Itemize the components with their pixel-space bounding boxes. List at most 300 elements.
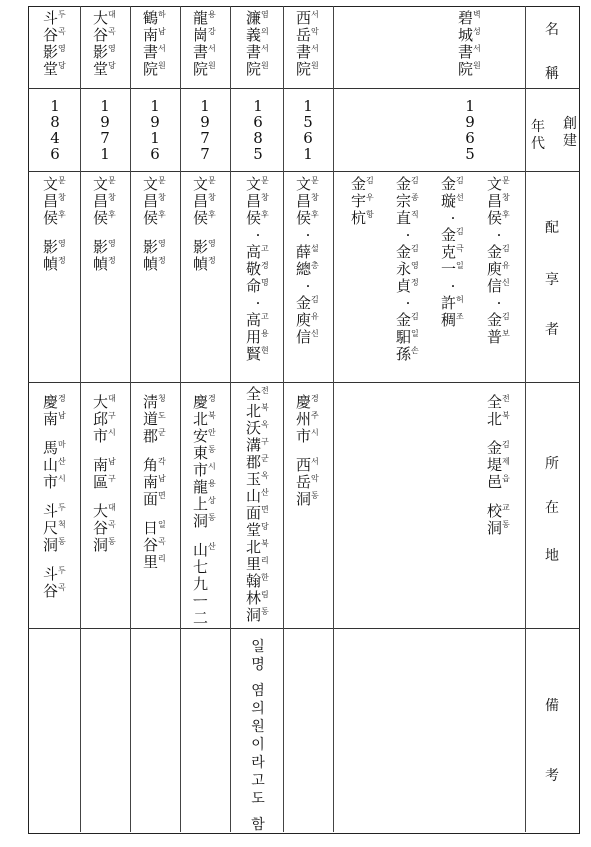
hangul-reading: 용 — [208, 479, 216, 488]
hanja-char: 龍 — [192, 9, 208, 27]
hanja-char: 璇 — [440, 192, 456, 210]
glyph — [43, 537, 67, 554]
enshrined-list — [193, 176, 217, 273]
glyph — [296, 27, 320, 44]
hanja-char: 崗 — [192, 26, 208, 44]
hanja-char: 翰 — [245, 572, 261, 590]
hanja-char: 書 — [142, 43, 158, 61]
hanja-char: 昌 — [486, 192, 502, 210]
hangul-reading: 대 — [108, 394, 116, 403]
glyph — [441, 312, 465, 329]
hanja-char: 市 — [42, 473, 58, 491]
enshrined-list — [351, 176, 375, 227]
glyph — [143, 394, 167, 411]
hanja-char: 九 — [192, 575, 208, 593]
glyph — [93, 61, 117, 78]
hangul-reading: 리 — [158, 554, 166, 563]
location-list — [193, 394, 217, 627]
glyph — [143, 411, 167, 428]
hanja-char: 溝 — [245, 436, 261, 454]
name-entry — [487, 312, 511, 346]
glyph — [487, 329, 511, 346]
header-name-1: 名 — [545, 22, 559, 38]
hanja-char: 谷 — [92, 519, 108, 537]
name-entry — [296, 394, 320, 445]
hanja-char: 堂 — [42, 60, 58, 78]
hanja-char: 杭 — [350, 209, 366, 227]
hanja-char: 侯 — [486, 209, 502, 227]
year-value: 1 9 7 1 — [100, 97, 110, 163]
location-list — [43, 394, 67, 600]
hanja-char: 幀 — [42, 255, 58, 273]
hanja-char: 義 — [245, 26, 261, 44]
enshrined-main — [487, 176, 511, 346]
hangul-reading: 우 — [366, 193, 374, 202]
hangul-reading: 유 — [502, 261, 510, 270]
name-entry — [296, 10, 320, 78]
glyph — [246, 329, 270, 346]
glyph — [396, 210, 420, 227]
glyph — [246, 556, 270, 573]
hanja-char: 直 — [395, 209, 411, 227]
hanja-char: 馹 — [395, 328, 411, 346]
hanja-char: 書 — [245, 43, 261, 61]
hanja-char: 侯 — [295, 209, 311, 227]
hangul-reading: 종 — [411, 193, 419, 202]
glyph — [296, 491, 320, 508]
hangul-reading: 정 — [208, 256, 216, 265]
hangul-reading: 구 — [108, 411, 116, 420]
header-year-a1: 創 — [563, 116, 577, 132]
header-name-2: 稱 — [545, 66, 559, 82]
hangul-reading: 벽 — [473, 10, 481, 19]
hangul-reading: 영 — [108, 44, 116, 53]
name-entry — [246, 312, 270, 363]
hanja-char: 影 — [92, 43, 108, 61]
glyph — [487, 457, 511, 474]
glyph — [193, 61, 217, 78]
hanja-char: 洞 — [245, 606, 261, 624]
cell-name-dugok — [30, 10, 80, 84]
hangul-reading: 원 — [311, 61, 319, 70]
hangul-reading: 북 — [208, 411, 216, 420]
hanja-char: 鶴 — [142, 9, 158, 27]
hangul-reading: 정 — [108, 256, 116, 265]
hangul-reading: 당 — [261, 522, 269, 531]
hangul-reading: 청 — [158, 394, 166, 403]
glyph — [143, 176, 167, 193]
hanja-char: 幀 — [192, 255, 208, 273]
hangul-reading: 하 — [158, 10, 166, 19]
hangul-reading: 김 — [411, 312, 419, 321]
name-entry — [296, 244, 320, 278]
hangul-reading: 림 — [261, 590, 269, 599]
hangul-reading: 남 — [158, 474, 166, 483]
glyph — [246, 210, 270, 227]
hangul-reading: 창 — [502, 193, 510, 202]
hanja-char: 幀 — [92, 255, 108, 273]
glyph — [441, 261, 465, 278]
hangul-reading: 정 — [411, 278, 419, 287]
glyph — [396, 261, 420, 278]
cell-name-hakam — [130, 10, 180, 84]
glyph — [43, 394, 67, 411]
glyph — [396, 312, 420, 329]
cell-enshrined-extra — [385, 176, 431, 378]
glyph — [193, 256, 217, 273]
glyph — [246, 261, 270, 278]
glyph — [441, 227, 465, 244]
cell-enshrined-daegok — [80, 176, 130, 378]
header-enshrined-1: 配 — [545, 220, 559, 236]
hangul-reading: 경 — [261, 261, 269, 270]
glyph — [193, 576, 217, 593]
glyph — [193, 542, 217, 559]
hangul-reading: 문 — [158, 176, 166, 185]
name-entry — [193, 394, 217, 530]
header-remarks-2: 考 — [545, 768, 559, 784]
glyph — [487, 244, 511, 261]
name-entry — [246, 386, 270, 624]
hangul-reading: 문 — [108, 176, 116, 185]
glyph — [143, 457, 167, 474]
glyph — [246, 176, 270, 193]
hanja-char: 堤 — [486, 456, 502, 474]
glyph — [246, 437, 270, 454]
hangul-reading: 의 — [261, 27, 269, 36]
glyph — [246, 27, 270, 44]
hangul-reading: 김 — [456, 227, 464, 236]
hanja-char: 命 — [245, 277, 261, 295]
hanja-char: 北 — [245, 402, 261, 420]
row-divider — [28, 382, 580, 383]
hanja-char: 普 — [486, 328, 502, 346]
hangul-reading: 당 — [58, 61, 66, 70]
glyph — [143, 474, 167, 491]
glyph — [143, 537, 167, 554]
hanja-char: 全 — [486, 393, 502, 411]
remark-char: 원 — [251, 719, 265, 735]
separator-dot: · — [305, 226, 311, 244]
hanja-char: 山 — [192, 541, 208, 559]
hangul-reading: 마 — [58, 440, 66, 449]
header-year-b1: 年 — [531, 119, 545, 135]
hangul-reading: 강 — [208, 27, 216, 36]
hangul-reading: 두 — [58, 566, 66, 575]
hangul-reading: 동 — [261, 607, 269, 616]
hanja-char: 大 — [92, 393, 108, 411]
hanja-char: 文 — [245, 175, 261, 193]
name-entry — [487, 244, 511, 295]
hanja-char: 金 — [440, 175, 456, 193]
hangul-reading: 주 — [311, 411, 319, 420]
name-entry — [396, 312, 420, 363]
hangul-reading: 김 — [502, 312, 510, 321]
hangul-reading: 산 — [208, 542, 216, 551]
hangul-reading: 구 — [261, 437, 269, 446]
remark-space — [256, 808, 260, 816]
hanja-char: 七 — [192, 558, 208, 576]
hangul-reading: 김 — [411, 176, 419, 185]
hangul-reading: 시 — [108, 428, 116, 437]
hanja-char: 斗 — [42, 502, 58, 520]
hangul-reading: 창 — [108, 193, 116, 202]
glyph — [351, 176, 375, 193]
hangul-reading: 용 — [208, 10, 216, 19]
enshrined-list — [246, 176, 270, 363]
hanja-char: 洞 — [295, 490, 311, 508]
hangul-reading: 군 — [158, 428, 166, 437]
glyph — [487, 520, 511, 537]
glyph — [43, 256, 67, 273]
glyph — [246, 607, 270, 624]
hanja-char: 濂 — [245, 9, 261, 27]
glyph — [193, 496, 217, 513]
remark-char: 염 — [251, 683, 265, 699]
name-entry — [458, 10, 482, 78]
glyph — [487, 474, 511, 491]
glyph — [93, 474, 117, 491]
hangul-reading: 영 — [208, 239, 216, 248]
hanja-char: 里 — [142, 553, 158, 571]
year-value: 1 6 8 5 — [253, 97, 263, 163]
hanja-char: 西 — [295, 9, 311, 27]
hangul-reading: 서 — [311, 44, 319, 53]
name-entry — [93, 10, 117, 78]
glyph — [487, 411, 511, 428]
cell-year-seoak — [283, 98, 333, 172]
hanja-char: 全 — [245, 385, 261, 403]
name-entry — [143, 520, 167, 571]
hanja-char: 上 — [192, 495, 208, 513]
glyph — [458, 44, 482, 61]
hanja-char: 侯 — [192, 209, 208, 227]
hanja-char: 侯 — [92, 209, 108, 227]
glyph — [143, 27, 167, 44]
hanja-char: 慶 — [192, 393, 208, 411]
hanja-char: 書 — [192, 43, 208, 61]
cell-name-daegok — [80, 10, 130, 84]
hanja-char: 南 — [142, 26, 158, 44]
cell-enshrined-byeokseong — [475, 176, 523, 378]
enshrined-list — [93, 176, 117, 273]
hanja-char: 谷 — [42, 582, 58, 600]
hangul-reading: 후 — [502, 210, 510, 219]
hanja-char: 市 — [92, 427, 108, 445]
glyph — [246, 386, 270, 403]
hanja-char: 昌 — [92, 192, 108, 210]
hangul-reading: 원 — [208, 61, 216, 70]
col-divider — [230, 6, 231, 832]
hanja-char: 高 — [245, 243, 261, 261]
hanja-char: 文 — [42, 175, 58, 193]
hangul-reading: 동 — [108, 537, 116, 546]
cell-enshrined-yeomui — [233, 176, 283, 378]
hangul-reading: 김 — [411, 244, 419, 253]
glyph — [93, 27, 117, 44]
row-divider — [28, 88, 580, 89]
remark-char: 도 — [251, 791, 265, 807]
glyph — [246, 312, 270, 329]
hanja-char: 一 — [440, 260, 456, 278]
glyph — [246, 346, 270, 363]
hangul-reading: 유 — [311, 312, 319, 321]
cell-location-yeomui — [233, 386, 283, 622]
hangul-reading: 동 — [58, 537, 66, 546]
cell-year-yeomui — [233, 98, 283, 172]
hangul-reading: 면 — [261, 505, 269, 514]
hanja-char: 市 — [295, 427, 311, 445]
name-entry — [93, 176, 117, 227]
hangul-reading: 시 — [311, 428, 319, 437]
hanja-char: 南 — [42, 410, 58, 428]
cell-enshrined-extra — [340, 176, 386, 378]
hanja-char: 州 — [295, 410, 311, 428]
cell-enshrined-dugok — [30, 176, 80, 378]
hangul-reading: 창 — [261, 193, 269, 202]
enshrined-list — [143, 176, 167, 273]
name-entry — [396, 244, 420, 295]
hanja-char: 敬 — [245, 260, 261, 278]
header-enshrined-2: 享 — [545, 272, 559, 288]
hanja-char: 高 — [245, 311, 261, 329]
name-entry — [193, 176, 217, 227]
hangul-reading: 남 — [158, 27, 166, 36]
name-entry — [487, 503, 511, 537]
hanja-char: 院 — [245, 60, 261, 78]
name-entry — [246, 10, 270, 78]
name-entry — [143, 394, 167, 445]
glyph — [43, 239, 67, 256]
hangul-reading: 문 — [502, 176, 510, 185]
glyph — [93, 428, 117, 445]
hangul-reading: 곡 — [108, 520, 116, 529]
glyph — [246, 278, 270, 295]
hangul-reading: 김 — [502, 440, 510, 449]
glyph — [143, 491, 167, 508]
hangul-reading: 경 — [311, 394, 319, 403]
hangul-reading: 한 — [261, 573, 269, 582]
hangul-reading: 선 — [456, 193, 464, 202]
cell-enshrined-seoak — [283, 176, 333, 378]
hangul-reading: 구 — [108, 474, 116, 483]
glyph — [296, 312, 320, 329]
hanja-char: 院 — [295, 60, 311, 78]
glyph — [458, 27, 482, 44]
glyph — [93, 210, 117, 227]
glyph — [193, 411, 217, 428]
glyph — [441, 176, 465, 193]
hanja-char: 郡 — [245, 453, 261, 471]
hangul-reading: 두 — [58, 10, 66, 19]
hangul-reading: 영 — [108, 239, 116, 248]
hangul-reading: 문 — [311, 176, 319, 185]
hanja-char: 郡 — [142, 427, 158, 445]
hangul-reading: 후 — [158, 210, 166, 219]
remark-char: 명 — [251, 657, 265, 673]
hanja-char: 用 — [245, 328, 261, 346]
hanja-char: 面 — [142, 490, 158, 508]
hangul-reading: 북 — [261, 539, 269, 548]
header-year-b2: 代 — [531, 136, 545, 152]
glyph — [246, 488, 270, 505]
glyph — [296, 210, 320, 227]
glyph — [296, 44, 320, 61]
year-value: 1 9 6 5 — [465, 97, 475, 163]
hanja-char: 宇 — [350, 192, 366, 210]
glyph — [296, 394, 320, 411]
hanja-char: 區 — [92, 473, 108, 491]
glyph — [246, 573, 270, 590]
separator-dot: · — [405, 226, 411, 244]
glyph — [487, 312, 511, 329]
glyph — [193, 513, 217, 530]
cell-year-byeokseong — [420, 98, 520, 172]
hangul-reading: 산 — [261, 488, 269, 497]
cell-enshrined-yonggang — [180, 176, 230, 378]
name-entry — [43, 503, 67, 554]
hangul-reading: 신 — [502, 278, 510, 287]
glyph — [296, 61, 320, 78]
hanja-char: 侯 — [245, 209, 261, 227]
hanja-char: 谷 — [92, 26, 108, 44]
hangul-reading: 현 — [261, 346, 269, 355]
hanja-char: 北 — [192, 410, 208, 428]
glyph — [93, 239, 117, 256]
hangul-reading: 극 — [456, 244, 464, 253]
hanja-char: 金 — [395, 311, 411, 329]
hangul-reading: 각 — [158, 457, 166, 466]
hangul-reading: 김 — [366, 176, 374, 185]
name-entry — [193, 10, 217, 78]
hanja-char: 影 — [42, 43, 58, 61]
hanja-char: 堂 — [245, 521, 261, 539]
name-entry — [143, 176, 167, 227]
location-list — [296, 394, 320, 508]
remark-char: 이 — [251, 737, 265, 753]
name-entry — [43, 239, 67, 273]
hanja-char: 永 — [395, 260, 411, 278]
remark-char: 라 — [251, 755, 265, 771]
glyph — [43, 583, 67, 600]
glyph — [193, 428, 217, 445]
glyph — [396, 176, 420, 193]
glyph — [296, 329, 320, 346]
cell-enshrined-extra — [430, 176, 476, 378]
hangul-reading: 악 — [311, 27, 319, 36]
hanja-char: 城 — [457, 26, 473, 44]
col-divider — [525, 6, 526, 832]
cell-location-yonggang — [180, 394, 230, 630]
hangul-reading: 서 — [473, 44, 481, 53]
hangul-reading: 악 — [311, 474, 319, 483]
hangul-reading: 서 — [311, 457, 319, 466]
hanja-char: 二 — [192, 609, 208, 627]
hangul-reading: 제 — [502, 457, 510, 466]
glyph — [296, 176, 320, 193]
hanja-char: 文 — [192, 175, 208, 193]
separator-dot: · — [450, 277, 456, 295]
hanja-char: 院 — [192, 60, 208, 78]
glyph — [296, 411, 320, 428]
name-entry — [43, 394, 67, 428]
hangul-reading: 남 — [58, 411, 66, 420]
hangul-reading: 동 — [311, 491, 319, 500]
hanja-char: 慶 — [42, 393, 58, 411]
separator-dot: · — [305, 277, 311, 295]
hanja-char: 道 — [142, 410, 158, 428]
glyph — [143, 210, 167, 227]
